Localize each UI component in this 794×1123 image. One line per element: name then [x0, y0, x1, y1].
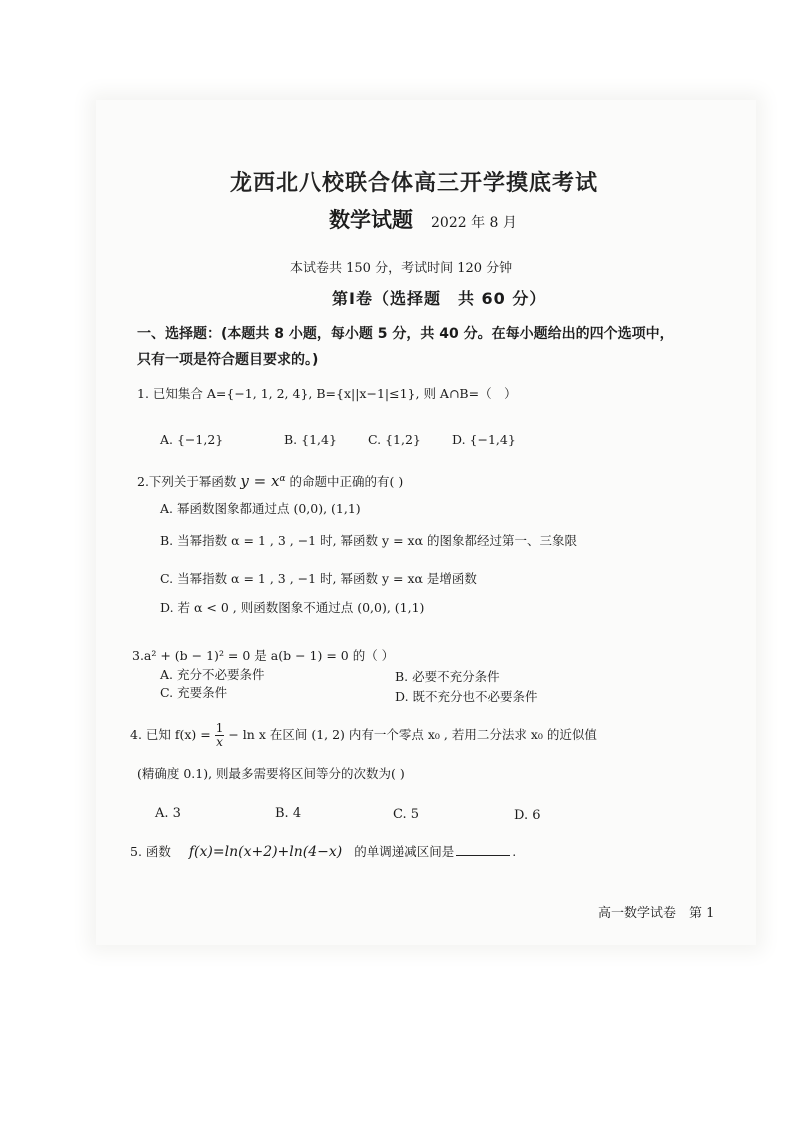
exam-info: 本试卷共 150 分，考试时间 120 分钟 [290, 261, 513, 276]
question-2-stem [137, 474, 403, 489]
answer-blank [456, 855, 510, 856]
question-1-option-c: C. {1,2} [368, 432, 421, 447]
question-4-option-a: A. 3 [155, 806, 181, 821]
question-3-option-d: D. 既不充分也不必要条件 [395, 689, 538, 704]
question-1-stem: 1. 已知集合 A={−1, 1, 2, 4}, B={x||x−1|≤1}, 则 A∩B=（ ） [137, 386, 517, 401]
question-4-option-d: D. 6 [514, 808, 541, 823]
question-4-stem-line2: (精确度 0.1), 则最多需要将区间等分的次数为( ) [137, 766, 405, 781]
question-2-option-b: B. 当幂指数 α = 1 , 3 , −1 时, 幂函数 y = xα 的图象都经过第一、三象限 [160, 533, 577, 548]
question-5-stem-post: 的单调递减区间是 [350, 844, 455, 859]
question-5-stem-pre: 5. 函数 [130, 844, 175, 859]
question-1-option-d: D. {−1,4} [452, 432, 516, 447]
exam-title: 龙西北八校联合体高三开学摸底考试 [230, 171, 599, 196]
question-2-stem-pre: 2.下列关于幂函数 [137, 474, 241, 489]
exam-date: 2022 年 8 月 [431, 215, 517, 231]
question-4-frac-num: 1 [215, 721, 224, 735]
question-3-option-b: B. 必要不充分条件 [395, 669, 500, 684]
question-2-option-c: C. 当幂指数 α = 1 , 3 , −1 时, 幂函数 y = xα 是增函数 [160, 571, 477, 586]
question-3-option-c: C. 充要条件 [160, 685, 228, 700]
question-4-option-c: C. 5 [393, 807, 420, 822]
question-2-stem-sup: α [279, 473, 286, 484]
question-2-stem-math: y = x [240, 472, 280, 490]
question-4-fraction [215, 722, 225, 749]
question-5-stem-math: f(x)=ln(x+2)+ln(4−x) [188, 844, 343, 860]
question-4-frac-den: x [216, 735, 223, 750]
question-5-stem [130, 845, 516, 859]
section-instructions-line2: 只有一项是符合题目要求的。) [137, 352, 319, 368]
question-2-option-a: A. 幂函数图象都通过点 (0,0), (1,1) [160, 501, 361, 516]
question-2-stem-post: 的命题中正确的有( ) [285, 474, 404, 489]
question-4-stem-post: − ln x 在区间 (1, 2) 内有一个零点 x₀ , 若用二分法求 x₀ 的近似值 [224, 727, 597, 743]
volume-heading: 第Ⅰ卷（选择题 共 60 分） [332, 289, 547, 308]
question-1-option-b: B. {1,4} [284, 432, 337, 447]
exam-subtitle: 数学试题 [329, 208, 413, 232]
page-footer: 高一数学试卷 第 1 [598, 906, 715, 921]
question-4-stem [130, 722, 597, 749]
question-4-option-b: B. 4 [275, 806, 302, 821]
question-3-option-a: A. 充分不必要条件 [160, 667, 265, 682]
question-1-option-a: A. {−1,2} [160, 432, 224, 447]
question-3-stem: 3.a² + (b − 1)² = 0 是 a(b − 1) = 0 的（ ） [132, 648, 395, 663]
question-4-stem-pre: 4. 已知 f(x) = [130, 727, 215, 743]
question-2-option-d: D. 若 α < 0 , 则函数图象不通过点 (0,0), (1,1) [160, 600, 425, 615]
question-5-stem-end: . [512, 844, 517, 859]
section-instructions-line1: 一、选择题：(本题共 8 小题，每小题 5 分，共 40 分。在每小题给出的四个选项中， [137, 326, 674, 342]
paper-sheet [96, 100, 756, 945]
